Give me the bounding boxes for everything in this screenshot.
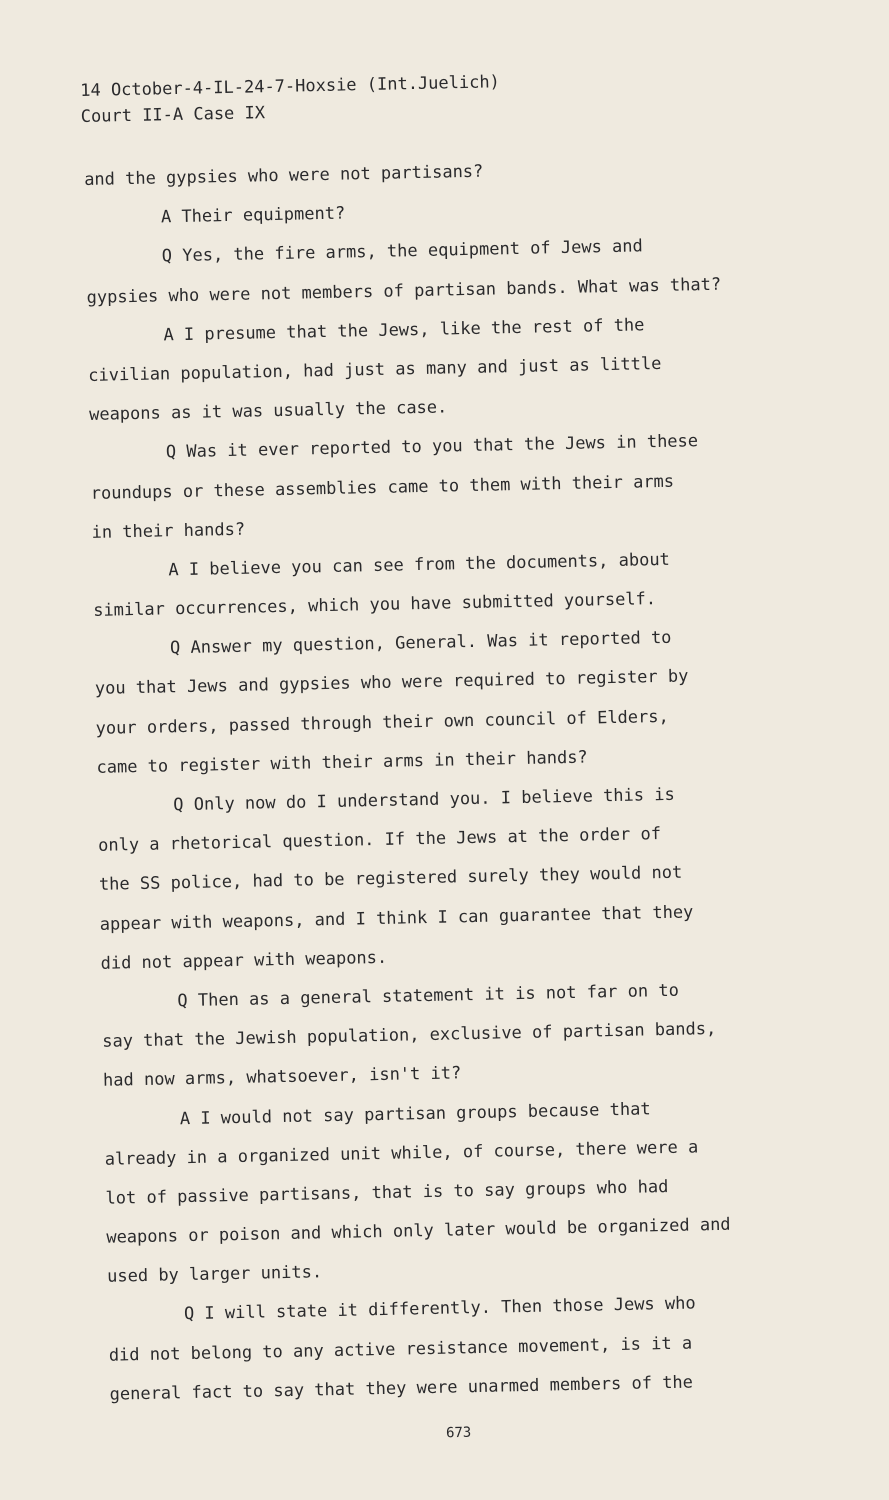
transcript-line: weapons or poison and which only later would be organized and: [106, 1214, 731, 1248]
transcript-line: had now arms, whatsoever, isn't it?: [102, 1063, 462, 1092]
transcript-line: roundups or these assemblies came to them with their arms: [90, 471, 675, 504]
transcript-line: A I believe you can see from the documents, about: [168, 549, 671, 581]
transcript-line: used by larger units.: [106, 1262, 323, 1288]
header-line-2: Court II-A Case IX: [80, 103, 266, 127]
transcript-line: general fact to say that they were unarmed members of the: [109, 1372, 694, 1405]
transcript-line: Q I will state it differently. Then those Jews who: [183, 1293, 696, 1325]
transcript-line: did not belong to any active resistance movement, is it a: [108, 1333, 693, 1366]
transcript-line: weapons as it was usually the case.: [88, 397, 448, 426]
transcript-line: Q Yes, the fire arms, the equipment of Jews and: [161, 236, 643, 267]
transcript-line: in their hands?: [91, 519, 246, 543]
transcript-line: you that Jews and gypsies who were required to register by: [94, 666, 689, 700]
transcript-line: already in a organized unit while, of course, there were a: [104, 1137, 699, 1170]
header-line-1: 14 October-4-IL-24-7-Hoxsie (Int.Juelich): [80, 72, 501, 101]
transcript-line: Q Was it ever reported to you that the Jews in these: [165, 431, 699, 463]
transcript-line: the SS police, had to be registered surely they would not: [98, 863, 683, 896]
transcript-line: say that the Jewish population, exclusive of partisan bands,: [102, 1019, 717, 1052]
transcript-line: did not appear with weapons.: [100, 947, 388, 974]
transcript-line: your orders, passed through their own council of Elders,: [95, 706, 669, 739]
transcript-line: lot of passive partisans, that is to say groups who had: [105, 1176, 669, 1209]
transcript-line: gypsies who were not members of partisan bands. What was that?: [86, 274, 722, 308]
transcript-line: Q Answer my question, General. Was it reported to: [169, 628, 672, 659]
transcript-line: only a rhetorical question. If the Jews at the order of: [97, 824, 662, 857]
transcript-line: Q Only now do I understand you. I believe this is: [173, 784, 675, 816]
transcript-line: A I presume that the Jews, like the rest of the: [163, 315, 645, 346]
transcript-line: came to register with their arms in their hands?: [96, 747, 588, 778]
transcript-line: and the gypsies who were not partisans?: [84, 161, 484, 190]
transcript-line: civilian population, had just as many and just as little: [88, 353, 662, 386]
transcript-line: A Their equipment?: [160, 203, 346, 228]
document-header: [80, 63, 801, 130]
page-number: 673: [445, 1424, 472, 1442]
transcript-body: [84, 155, 850, 1424]
transcript-line: Q Then as a general statement it is not far on to: [177, 980, 680, 1012]
transcript-line: A I would not say partisan groups because that: [179, 1098, 651, 1129]
transcript-line: appear with weapons, and I think I can guarantee that they: [99, 901, 694, 935]
transcript-line: similar occurrences, which you have submitted yourself.: [93, 589, 657, 621]
